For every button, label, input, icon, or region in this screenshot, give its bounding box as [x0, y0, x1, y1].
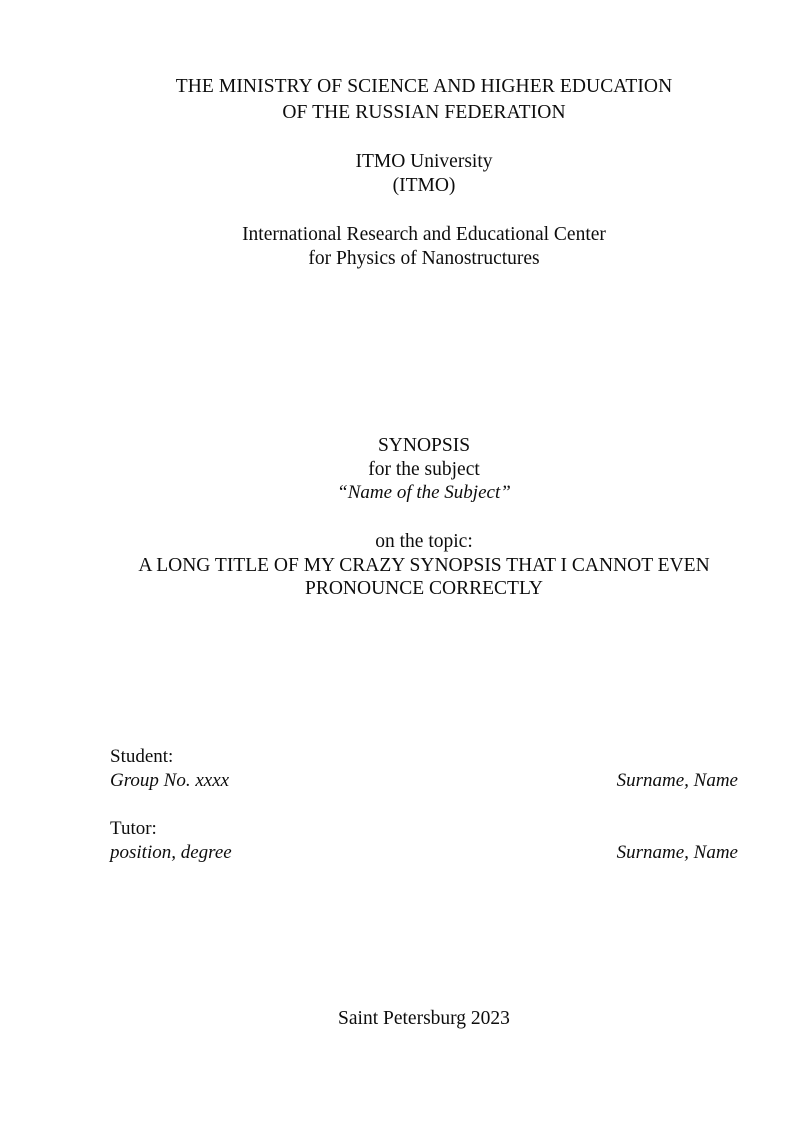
signature-block — [110, 745, 738, 865]
synopsis-block — [110, 434, 738, 505]
university-heading — [110, 150, 738, 198]
ministry-line-2: OF THE RUSSIAN FEDERATION — [282, 102, 566, 123]
university-abbreviation: (ITMO) — [392, 175, 456, 196]
synopsis-subject-label: for the subject — [368, 458, 480, 480]
tutor-role-label: Tutor: — [110, 818, 157, 839]
tutor-row — [110, 841, 738, 865]
synopsis-subject-name: “Name of the Subject” — [337, 482, 511, 503]
research-center-heading — [110, 223, 738, 271]
topic-label: on the topic: — [375, 531, 473, 552]
research-center-line-2: for Physics of Nanostructures — [308, 248, 540, 269]
topic-title-line-1: A LONG TITLE OF MY CRAZY SYNOPSIS THAT I CANNOT EVEN — [138, 554, 710, 576]
topic-block — [110, 530, 738, 601]
student-group: Group No. xxxx — [110, 770, 230, 791]
ministry-heading — [110, 74, 738, 126]
student-name: Surname, Name — [616, 770, 738, 791]
student-row — [110, 769, 738, 793]
student-role-label: Student: — [110, 746, 174, 767]
synopsis-title: SYNOPSIS — [377, 435, 471, 456]
document-footer: Saint Petersburg 2023 — [338, 1008, 510, 1029]
ministry-line-1: THE MINISTRY OF SCIENCE AND HIGHER EDUCATION — [175, 76, 673, 97]
tutor-position: position, degree — [110, 842, 232, 863]
research-center-line-1: International Research and Educational Center — [242, 224, 606, 245]
tutor-name: Surname, Name — [616, 842, 738, 863]
university-name: ITMO University — [355, 151, 493, 172]
signature-gap — [110, 793, 738, 817]
topic-title-line-2: PRONOUNCE CORRECTLY — [304, 578, 544, 599]
document-content — [110, 0, 738, 1123]
